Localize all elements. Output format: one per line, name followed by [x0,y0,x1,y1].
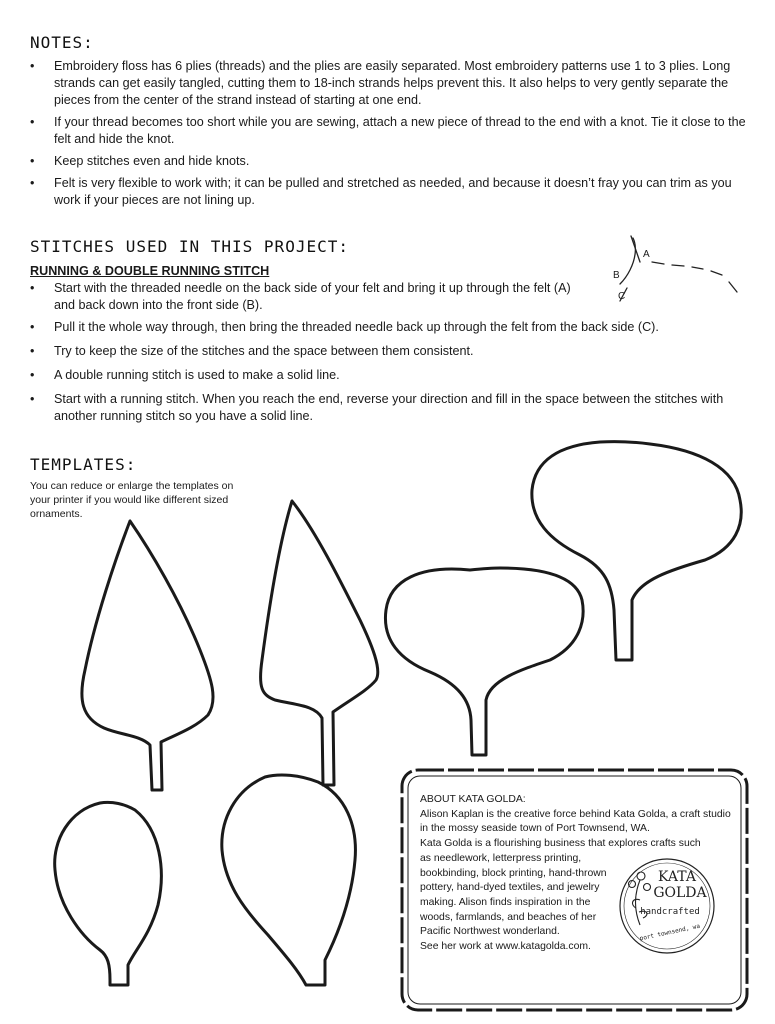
about-line: Kata Golda is a flourishing business that explores crafts such [420,838,701,850]
about-line: bookbinding, block printing, hand-thrown [420,867,607,879]
stitches-heading: STITCHES USED IN THIS PROJECT: [30,237,349,256]
diagram-label-a: A [643,249,650,260]
list-item: • If your thread becomes too short while you are sewing, attach a new piece of thread to the end with a knot. Tie it close to the felt and hide the knot. [30,114,750,148]
about-title: ABOUT KATA GOLDA: [420,794,526,805]
notes-list [30,58,750,214]
stitch-subheading: RUNNING & DOUBLE RUNNING STITCH [30,264,270,278]
about-website: See her work at www.katagolda.com. [420,941,591,953]
stitches-list-b [30,319,750,430]
about-line: pottery, hand-dyed textiles, and jewelry [420,882,600,894]
notes-heading: NOTES: [30,33,94,52]
list-item: • Keep stitches even and hide knots. [30,153,750,170]
template-bulb-1 [55,802,162,985]
logo-golda: GOLDA [653,885,707,901]
list-item: • Pull it the whole way through, then bring the threaded needle back up through the felt from the back side (C). [30,319,750,336]
list-item: • Start with a running stitch. When you reach the end, reverse your direction and fill in the space between the stitches with another running stitch so you have a solid line. [30,391,750,425]
about-line: Pacific Northwest wonderland. [420,926,560,938]
about-line: woods, farmlands, and beaches of her [420,911,597,923]
logo-handcrafted: handcrafted [640,907,700,917]
templates-note: You can reduce or enlarge the templates on your printer if you would like different sized ornaments. [30,480,234,520]
about-line: Alison Kaplan is the creative force behind Kata Golda, a craft studio [420,808,731,820]
stitches-list-a [30,280,590,319]
list-item: • A double running stitch is used to make a solid line. [30,367,750,384]
about-line: as needlework, letterpress printing, [420,852,582,864]
about-line: making. Alison finds inspiration in the [420,896,591,908]
list-item: • Felt is very flexible to work with; it can be pulled and stretched as needed, and because it doesn’t fray you can trim as you work if your pieces are not lining up. [30,175,750,209]
list-item: • Try to keep the size of the stitches and the space between them consistent. [30,343,750,360]
list-item: • Start with the threaded needle on the back side of your felt and bring it up through the felt (A) and back down into the front side (B). [30,280,590,314]
templates-heading: TEMPLATES: [30,455,137,474]
logo-location: port townsend, wa [639,922,701,943]
diagram-label-b: B [613,270,620,281]
template-round-leaf-1 [385,568,583,755]
list-item: • Embroidery floss has 6 plies (threads) and the plies are easily separated. Most embroidery patterns use 1 to 3 plies. Long strands can get easily tangled, cutting them to 18-inch strands helps prevent this. It also helps to very gently separate the pieces from the center of the strand instead of starting at one end. [30,58,750,109]
diagram-label-c: C [618,291,626,302]
logo-kata: KATA [658,869,696,885]
template-bulb-2 [222,775,356,985]
template-narrow-leaf-1 [82,521,213,790]
template-narrow-leaf-2 [261,501,378,785]
template-round-leaf-2 [532,442,741,660]
about-line: in the mossy seaside town of Port Townsend, WA. [420,823,650,835]
